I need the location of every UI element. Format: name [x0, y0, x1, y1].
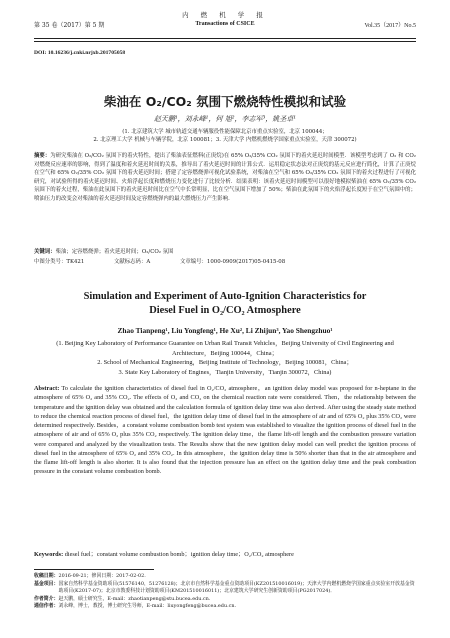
affiliation-cn-1: (1. 北京建筑大学 城市轨道交通车辆服役性能保障北京市重点实验室，北京 100044； — [122, 129, 328, 135]
title-en — [0, 290, 450, 317]
keywords-cn-label: 关键词： — [34, 249, 56, 255]
abstract-cn-text: 为研究柴油在 O₂/CO₂ 氛围下的着火特性，提出了柴油表征燃料(正庚烷)在 65% O₂/35% CO₂ 氛围下的着火延迟时间模型．该模型考虑到了 O₂ 和 CO₂ 对燃烧反应速率的影响，得到了温度和着火延迟时间的关系，推导出了着火延迟时间的计算公式．运用稳定状态法对正庚烷的基元反应进行简化，计算了正庚烷在空气和 65% O₂/35% CO₂ 氛围下的着火延迟时间；搭建了定容燃烧弹可视化试验系统，对柴油在空气和 65% O₂/35% CO₂ 氛围下的着火过程进行了可视化研究，对试验所得的着火延迟时间、火焰浮起长度和燃烧压力变化进行了比较分析．结果表明：该着火延迟时间模型可以很好地模拟柴油在 65% O₂/35% CO₂ 氛围下的着火过程，柴油在此氛围下的着火延迟时间比在空气中长常明显，比在空气氛围下增加了 50%；柴油在此氛围下的火焰浮起长度短于在空气氛围中的；喷油压力的改变会对柴油的着火延迟时间及定容燃烧弹内的最大燃烧压力产生影响． — [34, 153, 416, 202]
title-en-line2: Diesel Fuel in O₂/CO₂ Atmosphere — [149, 304, 301, 316]
affiliations-cn — [34, 128, 416, 144]
fund-label: 基金项目： — [34, 580, 59, 587]
affiliation-en-2: 2. School of Mechanical Engineering，Beijing Institute of Technology，Beijing 100081，China； — [97, 359, 353, 367]
footnote-received — [34, 573, 416, 581]
affiliations-en — [48, 339, 402, 377]
footnote-fund — [34, 581, 416, 596]
header-volume-en: Vol.35（2017）No.5 — [364, 23, 416, 29]
clc-number: 中图分类号：TK421 — [34, 259, 85, 265]
corresponding-text[interactable]: 刘永峰，博士，教授，博士研究生导师，E-mail：liuyongfeng@bucea.edu.cn. — [58, 603, 237, 610]
keywords-en — [34, 549, 416, 558]
received-label: 收稿日期： — [34, 573, 59, 579]
fund-text: 国家自然科学基金资助项目(51576140，51276128)；北京市自然科学基金重点资助项目(KZ201510016019)；天津大学内燃机燃烧学国家重点实验室开放基金资助项目(K2017-07)；北京市教委科技计划资助项目(KM201510016011)；北京建筑大学研究生创新资助项目(PG2017024)． — [58, 580, 415, 595]
footnote-corresponding — [34, 603, 416, 611]
authors-cn: 赵天鹏¹，刘永峰¹，何 旭²，李志军³，姚圣卓¹ — [153, 115, 297, 123]
affiliation-en-3: 3. State Key Laboratory of Engines，Tianjin University，Tianjin 300072，China) — [118, 368, 332, 376]
abstract-en — [34, 384, 416, 477]
abstract-en-label: Abstract: — [34, 385, 60, 392]
title-cn: 柴油在 O₂/CO₂ 氛围下燃烧特性模拟和试验 — [103, 94, 347, 109]
header-volume: 第 35 卷（2017）第 5 期 — [34, 22, 105, 29]
running-header — [34, 6, 416, 36]
affiliation-en-1: (1. Beijing Key Laboratory of Performance Guarantee on Urban Rail Transit Vehicles，Beijing University of Civil Engineering and Architecture，Beijing 100044，China； — [56, 340, 394, 357]
keywords-cn-text: 柴油；定容燃烧弹；着火延迟时间；O₂/CO₂ 氛围 — [55, 249, 174, 255]
footnotes — [34, 573, 416, 611]
author-text[interactable]: 赵天鹏，硕士研究生，E-mail：zhaotianpeng@stu.bucea.edu.cn. — [58, 595, 211, 602]
abstract-en-text: To calculate the ignition characteristics of diesel fuel in O₂/CO₂ atmosphere，an ignition delay model was proposed for n-heptane in the atmosphere of 65% O₂ and 35% CO₂. The effects of O₂ and CO₂ on the chemical reaction rate were considered. Then，the relationship between the temperature and the ignition delay was obtained and the calculation formula of ignition delay time was also derived. After using the steady state method to reduce the chemical reaction process of diesel fuel，the ignition delay time of diesel fuel in the atmosphere of air and of 65% O₂ plus 35% CO₂ were determined respectively. Besides，a constant volume combustion bomb test system was established to visualize the ignition process of diesel fuel in the atmosphere of air and of 65% O₂ plus 35% CO₂ respectively. The ignition delay time，the flame lift-off length and the combustion pressure variation were compared and analyzed by the visualization tests. The Results show that the new ignition delay model can well predict the ignition process of diesel fuel in the atmosphere of 65% O₂ and 35% CO₂. In this atmosphere，the ignition delay time is 50% shorter than that in the air atmosphere and the flame lift-off length is also shorter. It is also found that the injection pressure has an effect on the ignition delay time and the peak combustion pressure in the constant volume combustion bomb. — [34, 385, 416, 476]
doi[interactable]: DOI: 10.16236/j.cnki.nrjxb.201705058 — [34, 50, 126, 56]
author-label: 作者简介： — [34, 595, 59, 602]
footnote-rule — [34, 569, 154, 570]
document-code: 文献标志码：A — [113, 259, 151, 265]
abstract-cn — [34, 152, 416, 204]
received-text: 2016-09-21；修回日期：2017-02-02. — [58, 573, 146, 579]
header-rule-thick — [34, 38, 416, 39]
header-journal — [34, 10, 416, 27]
corresponding-label: 通信作者： — [34, 603, 59, 610]
classification-cn — [34, 257, 416, 265]
article-number: 文章编号：1000-0909(2017)05-0415-08 — [179, 259, 286, 265]
keywords-en-label: Keywords: — [34, 551, 64, 558]
keywords-cn — [34, 248, 416, 257]
authors-en: Zhao Tianpeng¹, Liu Yongfeng¹, He Xu², Li Zhijun³, Yao Shengzhuo¹ — [117, 326, 333, 335]
affiliation-cn-2: 2. 北京理工大学 机械与车辆学院，北京 100081；3. 天津大学 内燃机燃烧学国家重点实验室，天津 300072) — [93, 137, 357, 143]
title-en-line1: Simulation and Experiment of Auto-Ignition Characteristics for — [83, 291, 367, 302]
header-journal-cn: 内 燃 机 学 报 — [182, 11, 268, 19]
abstract-cn-label: 摘要： — [34, 153, 51, 159]
header-journal-en: Transactions of CSICE — [195, 21, 255, 27]
header-rule-thin — [34, 41, 416, 42]
keywords-en-text: diesel fuel；constant volume combustion bomb；ignition delay time；O₂/CO₂ atmosphere — [64, 551, 294, 558]
